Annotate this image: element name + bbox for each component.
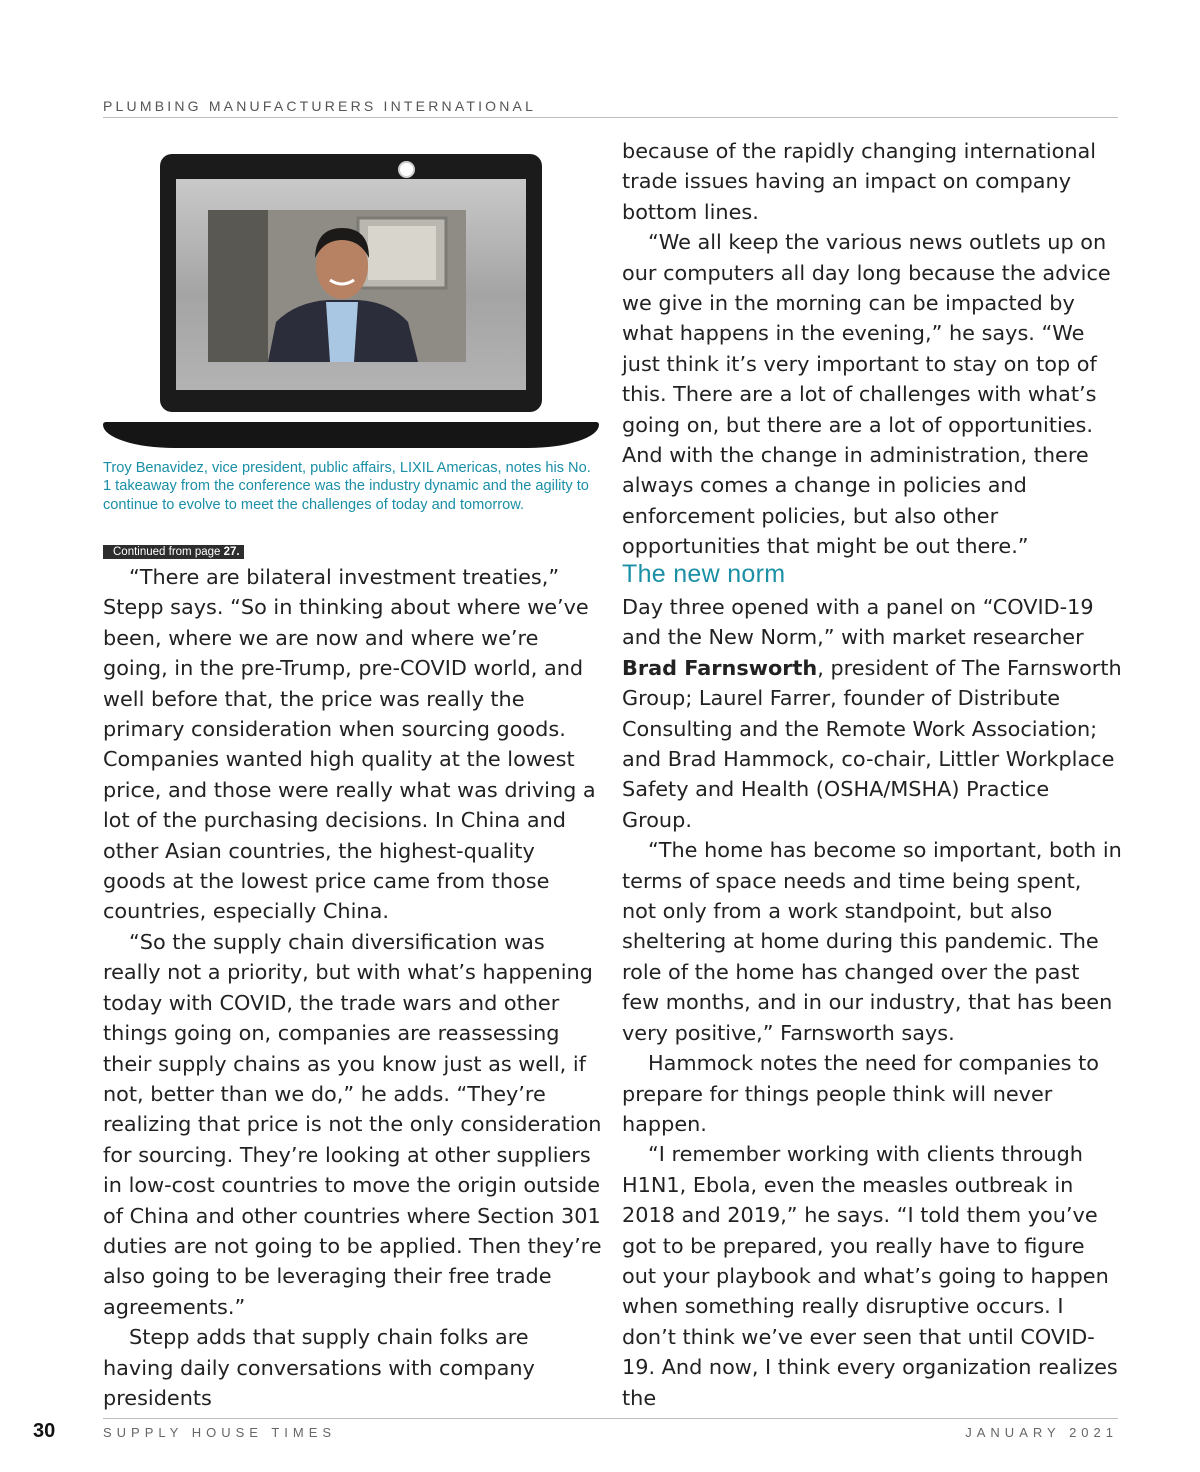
video-call-portrait bbox=[208, 210, 466, 362]
person-portrait-icon bbox=[208, 210, 466, 362]
intro-text: , president of The Farnsworth Group; Laurel Farrer, founder of Distribute Consulting and the Remote Work Association; and Brad Hammock, co-chair, Littler Workplace Safety and Health (OSHA/MSHA) Practice Group. bbox=[622, 655, 1122, 832]
body-paragraph: Hammock notes the need for companies to prepare for things people think will never happen. bbox=[622, 1051, 1099, 1136]
right-column-bottom bbox=[622, 592, 1122, 1413]
body-paragraph: because of the rapidly changing international trade issues having an impact on company bottom lines. bbox=[622, 139, 1097, 224]
body-paragraph: “We all keep the various news outlets up on our computers all day long because the advice we give in the morning can be impacted by what happens in the evening,” he says. “We just think it’s very important to stay on top of this. There are a lot of challenges with what’s going on, but there are a lot of opportunities. And with the change in administration, there always comes a change in policies and enforcement policies, but also other opportunities that might be out there.” bbox=[622, 230, 1111, 559]
body-paragraph: “There are bilateral investment treaties,” Stepp says. “So in thinking about where we’ve been, where we are now and where we’re going, in the pre-Trump, pre-COVID world, and well before that, the price was really the primary consideration when sourcing goods. Companies wanted high quality at the lowest price, and those were really what was driving a lot of the purchasing decisions. In China and other Asian countries, the highest-quality goods at the lowest price came from those countries, especially China. bbox=[103, 565, 596, 924]
intro-text: Day three opened with a panel on “COVID-19 and the New Norm,” with market researcher bbox=[622, 595, 1094, 650]
continued-from-tag bbox=[103, 545, 244, 559]
continued-prefix: Continued from page bbox=[113, 546, 221, 558]
laptop-base bbox=[103, 422, 599, 448]
intro-paragraph bbox=[622, 592, 1122, 835]
issue-date: JANUARY 2021 bbox=[965, 1425, 1118, 1440]
laptop-photo bbox=[103, 150, 599, 450]
speaker-name: Brad Farnsworth bbox=[622, 655, 818, 680]
webcam-icon bbox=[398, 161, 415, 178]
left-column bbox=[103, 562, 603, 1413]
footer-rule bbox=[103, 1418, 1118, 1419]
header-rule bbox=[103, 117, 1118, 118]
publication-name: SUPPLY HOUSE TIMES bbox=[103, 1425, 337, 1440]
body-paragraph: “I remember working with clients through H1N1, Ebola, even the measles outbreak in 2018 and 2019,” he says. “I told them you’ve got to be prepared, you really have to figure out your playbook and what’s going to happen when something really disruptive occurs. I don’t think we’ve ever seen that until COVID-19. And now, I think every organization realizes the bbox=[622, 1142, 1118, 1410]
body-paragraph: “The home has become so important, both in terms of space needs and time being spent, not only from a work standpoint, but also sheltering at home during this pandemic. The role of the home has changed over the past few months, and in our industry, that has been very positive,” Farnsworth says. bbox=[622, 838, 1122, 1045]
page-number: 30 bbox=[33, 1420, 56, 1442]
continued-page: 27. bbox=[223, 546, 240, 558]
body-paragraph: “So the supply chain diversification was really not a priority, but with what’s happening today with COVID, the trade wars and other things going on, companies are reassessing their supply chains as you know just as well, if not, better than we do,” he adds. “They’re realizing that price is not the only consideration for sourcing. They’re looking at other suppliers in low-cost countries to move the origin outside of China and other countries where Section 301 duties are not going to be applied. Then they’re also going to be leveraging their free trade agreements.” bbox=[103, 929, 602, 1319]
body-paragraph: Stepp adds that supply chain folks are having daily conversations with company presidents bbox=[103, 1325, 535, 1410]
running-head: PLUMBING MANUFACTURERS INTERNATIONAL bbox=[103, 98, 537, 114]
section-heading: The new norm bbox=[622, 560, 786, 588]
photo-caption: Troy Benavidez, vice president, public affairs, LIXIL Americas, notes his No. 1 takeaway from the conference was the industry dynamic and the agility to continue to evolve to meet the challenges of today and tomorrow. bbox=[103, 460, 591, 513]
right-column-top bbox=[622, 136, 1122, 562]
